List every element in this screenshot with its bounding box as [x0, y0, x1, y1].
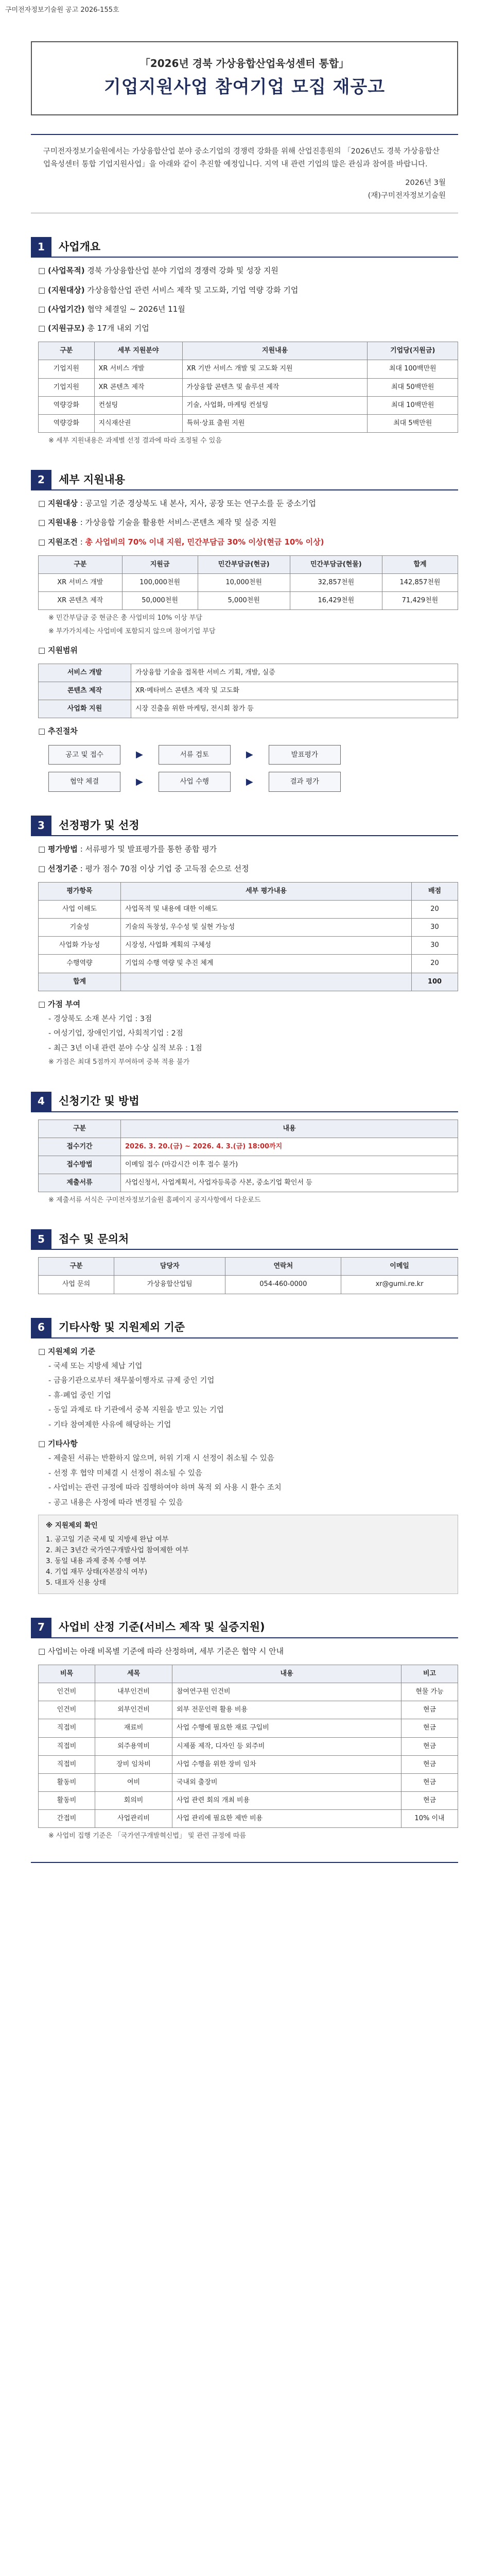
- section-title: 기타사항 및 지원제외 기준: [59, 1321, 185, 1334]
- list-item: □ (지원규모) 총 17개 내외 기업: [38, 324, 149, 333]
- table-header: 민간부담금(현금): [198, 555, 290, 573]
- intro-text: 구미전자정보기술원에서는 가상융합산업 분야 중소기업의 경쟁력 강화를 위해 산업진흥원의 「2026년도 경북 가상융합산업육성센터 통합 기업지원사업」을 아래와 같이 추진할 예정입니다. 지역 내 관련 기업의 많은 관심과 참여를 바랍니다.: [43, 147, 440, 169]
- note: ※ 부가가치세는 사업비에 포함되지 않으며 참여기업 부담: [48, 628, 216, 636]
- table-row: 제출서류 사업신청서, 사업계획서, 사업자등록증 사본, 중소기업 확인서 등: [39, 1174, 458, 1192]
- table-row: 역량강화 컨설팅 기술, 사업화, 마케팅 컨설팅 최대 10백만원: [39, 396, 458, 414]
- table-header: 구분: [39, 1258, 114, 1276]
- table-row: 사업화 지원 시장 진출을 위한 마케팅, 전시회 참가 등: [39, 700, 458, 718]
- fund-table-wrap: [38, 555, 458, 610]
- apply-table: [38, 1120, 458, 1193]
- list-item: - 사업비는 관련 규정에 따라 집행하여야 하며 목적 외 사용 시 환수 조치: [48, 1484, 282, 1493]
- section-number: 3: [31, 816, 51, 835]
- bonus-heading: □ 가점 부여: [38, 999, 81, 1009]
- eval-table-wrap: [38, 882, 458, 991]
- section-title: 세부 지원내용: [59, 473, 126, 486]
- section-title: 사업비 산정 기준(서비스 제작 및 실증지원): [59, 1621, 265, 1634]
- table-header: 세부 지원분야: [94, 342, 182, 360]
- section-2-body: [31, 498, 458, 792]
- exclude-heading: □ 지원제외 기준: [38, 1346, 96, 1356]
- flow-step: 공고 및 접수: [48, 745, 120, 765]
- list-item: □ 선정기준 : 평가 점수 70점 이상 기업 중 고득점 순으로 선정: [38, 863, 249, 873]
- eval-table: [38, 882, 458, 991]
- table-row: 활동비 회의비 사업 관련 회의 개최 비용 현금: [39, 1792, 458, 1810]
- section-7-header: [31, 1618, 458, 1638]
- table-row: 기술성 기술의 독창성, 우수성 및 실현 가능성 30: [39, 919, 458, 937]
- others-heading: □ 기타사항: [38, 1439, 78, 1449]
- table-header: 담당자: [114, 1258, 225, 1276]
- note: ※ 가점은 최대 5점까지 부여하며 중복 적용 불가: [48, 1058, 190, 1066]
- list-item: - 휴·폐업 중인 기업: [48, 1391, 111, 1400]
- flow-step: 사업 수행: [159, 772, 231, 792]
- cost-table-wrap: [38, 1665, 458, 1828]
- list-item: 3. 동일 내용 과제 중복 수행 여부: [46, 1557, 147, 1565]
- support-table-wrap: [38, 342, 458, 433]
- section-1-header: [31, 237, 458, 258]
- title-box: [31, 41, 458, 115]
- list-item: - 기타 참여제한 사유에 해당하는 기업: [48, 1420, 171, 1429]
- section-2-header: [31, 470, 458, 490]
- table-row: 직접비 재료비 사업 수행에 필요한 재료 구입비 현금: [39, 1719, 458, 1737]
- table-row: XR 콘텐츠 제작 50,000천원 5,000천원 16,429천원 71,429천원: [39, 592, 458, 610]
- support-table: [38, 342, 458, 433]
- flow-step: 결과 평가: [269, 772, 341, 792]
- table-row: 수행역량 기업의 수행 역량 및 추진 체계 20: [39, 955, 458, 973]
- table-row: 직접비 외주용역비 시제품 제작, 디자인 등 외주비 현금: [39, 1737, 458, 1755]
- arrow-right-icon: ▶: [246, 749, 253, 760]
- check-box: ※ 지원제외 확인 1. 공고일 기준 국세 및 지방세 완납 여부 2. 최근 3년간 국가연구개발사업 참여제한 여부 3. 동일 내용 과제 중복 수행 여부 4. 기업 재무 상태(자본잠식 여부) 5. 대표자 신용 상태: [38, 1515, 458, 1594]
- page-title: 기업지원사업 참여기업 모집 재공고: [103, 77, 386, 98]
- table-row: 접수방법 이메일 접수 (마감시간 이후 접수 불가): [39, 1156, 458, 1174]
- list-item: □ 지원내용 : 가상융합 기술을 활용한 서비스·콘텐츠 제작 및 실증 지원: [38, 518, 276, 528]
- table-row: 서비스 개발 가상융합 기술을 접목한 서비스 기획, 개발, 실증: [39, 664, 458, 682]
- list-item: 5. 대표자 신용 상태: [46, 1578, 107, 1587]
- table-row: 콘텐츠 제작 XR·메타버스 콘텐츠 제작 및 고도화: [39, 682, 458, 700]
- table-header: 내용: [121, 1120, 458, 1138]
- section-4-header: [31, 1092, 458, 1112]
- list-item: - 국세 또는 지방세 체납 기업: [48, 1362, 143, 1370]
- section-number: 2: [31, 470, 51, 489]
- list-item: 4. 기업 재무 상태(자본잠식 여부): [46, 1567, 148, 1576]
- table-header: 기업당(지원금): [368, 342, 458, 360]
- table-row: 사업 문의 가상융합산업팀 054-460-0000 xr@gumi.re.kr: [39, 1276, 458, 1294]
- list-item: □ 지원조건 : 총 사업비의 70% 이내 지원, 민간부담금 30% 이상(현금 10% 이상): [38, 537, 324, 547]
- note: ※ 세부 지원내용은 과제별 선정 결과에 따라 조정될 수 있음: [48, 437, 222, 445]
- table-row: 역량강화 지식재산권 특허·상표 출원 지원 최대 5백만원: [39, 414, 458, 432]
- list-item: □ (사업기간) 협약 체결일 ~ 2026년 11월: [38, 304, 185, 314]
- table-header: 지원내용: [182, 342, 368, 360]
- list-item: - 경상북도 소재 본사 기업 : 3점: [48, 1014, 152, 1023]
- section-title: 접수 및 문의처: [59, 1232, 129, 1245]
- table-header: 내용: [172, 1665, 401, 1683]
- list-item: □ (사업목적) 경북 가상융합산업 분야 기업의 경쟁력 강화 및 성장 지원: [38, 266, 278, 276]
- footer-divider: [31, 1862, 458, 1863]
- section-number: 1: [31, 237, 51, 257]
- fund-table: [38, 555, 458, 610]
- flow-step: 발표평가: [269, 745, 341, 765]
- table-header: 배점: [412, 882, 458, 900]
- table-header: 구분: [39, 1120, 121, 1138]
- list-item: - 최근 3년 이내 관련 분야 수상 실적 보유 : 1점: [48, 1044, 202, 1053]
- table-row: 사업 이해도 사업목적 및 내용에 대한 이해도 20: [39, 901, 458, 919]
- flow-steps-row-1: [31, 745, 458, 765]
- table-row: 직접비 장비 임차비 사업 수행을 위한 장비 임차 현금: [39, 1755, 458, 1773]
- scope-table: [38, 664, 458, 718]
- table-header: 연락처: [225, 1258, 341, 1276]
- section-number: 4: [31, 1092, 51, 1111]
- scope-table-wrap: [38, 664, 458, 718]
- table-header: 구분: [39, 555, 123, 573]
- list-item: □ 평가방법 : 서류평가 및 발표평가를 통한 종합 평가: [38, 844, 217, 854]
- arrow-right-icon: ▶: [136, 776, 143, 787]
- section-7-body: [31, 1646, 458, 1842]
- list-item: 1. 공고일 기준 국세 및 지방세 완납 여부: [46, 1535, 169, 1544]
- section-number: 7: [31, 1618, 51, 1637]
- table-row: 합계 100: [39, 973, 458, 991]
- section-3-header: [31, 816, 458, 836]
- flow-steps-row-2: [31, 772, 458, 792]
- list-item: □ (지원대상) 가상융합산업 관련 서비스 제작 및 고도화, 기업 역량 강화 기업: [38, 285, 299, 295]
- section-title: 신청기간 및 방법: [59, 1095, 139, 1108]
- section-title: 선정평가 및 선정: [59, 819, 139, 832]
- table-header: 민간부담금(현물): [290, 555, 382, 573]
- table-header: 비목: [39, 1665, 95, 1683]
- list-item: □ 사업비는 아래 비목별 기준에 따라 산정하며, 세부 기준은 협약 시 안내: [38, 1646, 284, 1656]
- section-title: 사업개요: [59, 241, 101, 253]
- cost-table: [38, 1665, 458, 1828]
- section-6-header: [31, 1318, 458, 1338]
- list-item: 2. 최근 3년간 국가연구개발사업 참여제한 여부: [46, 1546, 189, 1555]
- table-row: XR 서비스 개발 100,000천원 10,000천원 32,857천원 142,857천원: [39, 574, 458, 592]
- table-header: 합계: [382, 555, 458, 573]
- table-row: 인건비 외부인건비 외부 전문인력 활용 비용 현금: [39, 1701, 458, 1719]
- table-row: 활동비 여비 국내외 출장비 현금: [39, 1773, 458, 1791]
- section-5-body: [31, 1257, 458, 1294]
- list-item: - 제출된 서류는 반환하지 않으며, 허위 기재 시 선정이 취소될 수 있음: [48, 1454, 274, 1463]
- title-sup: 「2026년 경북 가상융합산업육성센터 통합」: [139, 57, 350, 70]
- scope-heading: □ 지원범위: [38, 645, 78, 655]
- list-item: - 동일 과제로 타 기관에서 중복 지원을 받고 있는 기업: [48, 1406, 224, 1415]
- document-number: 구미전자정보기술원 공고 2026-155호: [5, 6, 119, 14]
- intro-date: 2026년 3월: [405, 178, 446, 187]
- flow-heading: □ 추진절차: [38, 726, 78, 736]
- flow-step: 서류 검토: [159, 745, 231, 765]
- section-4-body: [31, 1120, 458, 1206]
- table-row: 접수기간 2026. 3. 20.(금) ~ 2026. 4. 3.(금) 18:00까지: [39, 1138, 458, 1156]
- table-header: 이메일: [341, 1258, 458, 1276]
- table-header: 세목: [95, 1665, 172, 1683]
- table-header: 지원금: [122, 555, 198, 573]
- arrow-right-icon: ▶: [246, 776, 253, 787]
- table-row: 기업지원 XR 서비스 개발 XR 기반 서비스 개발 및 고도화 지원 최대 100백만원: [39, 360, 458, 378]
- table-row: 사업화 가능성 시장성, 사업화 계획의 구체성 30: [39, 937, 458, 955]
- table-row: 간접비 사업관리비 사업 관리에 필요한 제반 비용 10% 이내: [39, 1810, 458, 1828]
- apply-table-wrap: [38, 1120, 458, 1193]
- section-5-header: [31, 1229, 458, 1250]
- contact-table-wrap: [38, 1257, 458, 1294]
- section-3-body: [31, 843, 458, 1067]
- table-row: 인건비 내부인건비 참여연구원 인건비 현물 가능: [39, 1683, 458, 1701]
- list-item: - 금융기관으로부터 채무불이행자로 규제 중인 기업: [48, 1377, 215, 1385]
- section-6-body: [31, 1346, 458, 1594]
- list-item: - 공고 내용은 사정에 따라 변경될 수 있음: [48, 1498, 183, 1507]
- note: ※ 민간부담금 중 현금은 총 사업비의 10% 이상 부담: [48, 614, 202, 622]
- contact-email[interactable]: xr@gumi.re.kr: [341, 1276, 458, 1294]
- table-header: 구분: [39, 342, 95, 360]
- table-row: 기업지원 XR 콘텐츠 제작 가상융합 콘텐츠 및 솔루션 제작 최대 50백만원: [39, 378, 458, 396]
- table-header: 세부 평가내용: [121, 882, 412, 900]
- section-number: 5: [31, 1229, 51, 1249]
- intro-box: [31, 134, 458, 214]
- table-header: 평가항목: [39, 882, 121, 900]
- intro-org: (재)구미전자정보기술원: [368, 191, 446, 200]
- list-item: - 여성기업, 장애인기업, 사회적기업 : 2점: [48, 1029, 183, 1038]
- note: ※ 사업비 집행 기준은 「국가연구개발혁신법」 및 관련 규정에 따름: [48, 1832, 246, 1840]
- list-item: □ 지원대상 : 공고일 기준 경상북도 내 본사, 지사, 공장 또는 연구소를 둔 중소기업: [38, 499, 316, 509]
- list-item: - 선정 후 협약 미체결 시 선정이 취소될 수 있음: [48, 1469, 202, 1478]
- section-number: 6: [31, 1318, 51, 1337]
- section-1-body: [31, 265, 458, 446]
- contact-table: [38, 1257, 458, 1294]
- table-header: 비고: [401, 1665, 458, 1683]
- arrow-right-icon: ▶: [136, 749, 143, 760]
- flow-step: 협약 체결: [48, 772, 120, 792]
- note: ※ 제출서류 서식은 구미전자정보기술원 홈페이지 공지사항에서 다운로드: [48, 1196, 261, 1205]
